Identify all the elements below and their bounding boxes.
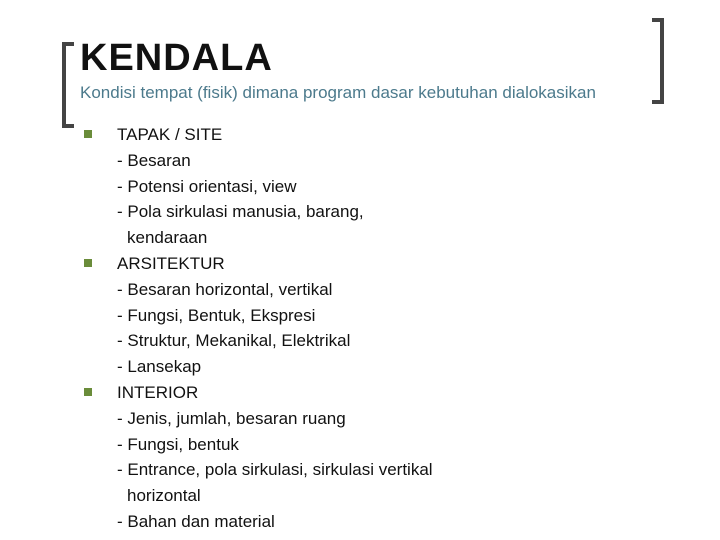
section-heading: ARSITEKTUR [117,253,225,273]
list-item: - Fungsi, bentuk [117,434,239,454]
list-item: - Potensi orientasi, view [117,176,297,196]
list-item: - Pola sirkulasi manusia, barang, [117,202,364,222]
square-bullet-icon [84,130,92,138]
slide-title: KENDALA [80,37,273,79]
section-tapak-site [84,122,684,251]
section-heading: TAPAK / SITE [117,125,223,144]
right-bracket-decoration [652,18,664,104]
bullet-list [84,122,684,535]
section-interior [84,380,684,535]
square-bullet-icon [84,388,92,396]
left-bracket-decoration [62,42,74,128]
list-item: - Bahan dan material [117,511,275,531]
list-item: - Besaran [117,150,191,170]
list-item: - Fungsi, Bentuk, Ekspresi [117,305,316,325]
square-bullet-icon [84,259,92,267]
list-item: - Lansekap [117,357,202,377]
list-item-continuation: horizontal [127,486,201,506]
list-item: - Jenis, jumlah, besaran ruang [117,408,346,428]
slide-subtitle: Kondisi tempat (fisik) dimana program dasar kebutuhan dialokasikan [80,83,596,102]
section-heading: INTERIOR [117,382,199,402]
list-item: - Struktur, Mekanikal, Elektrikal [117,331,351,351]
list-item: - Besaran horizontal, vertikal [117,279,333,299]
section-arsitektur [84,251,684,380]
list-item: - Entrance, pola sirkulasi, sirkulasi vertikal [117,460,433,480]
list-item-continuation: kendaraan [127,228,208,248]
